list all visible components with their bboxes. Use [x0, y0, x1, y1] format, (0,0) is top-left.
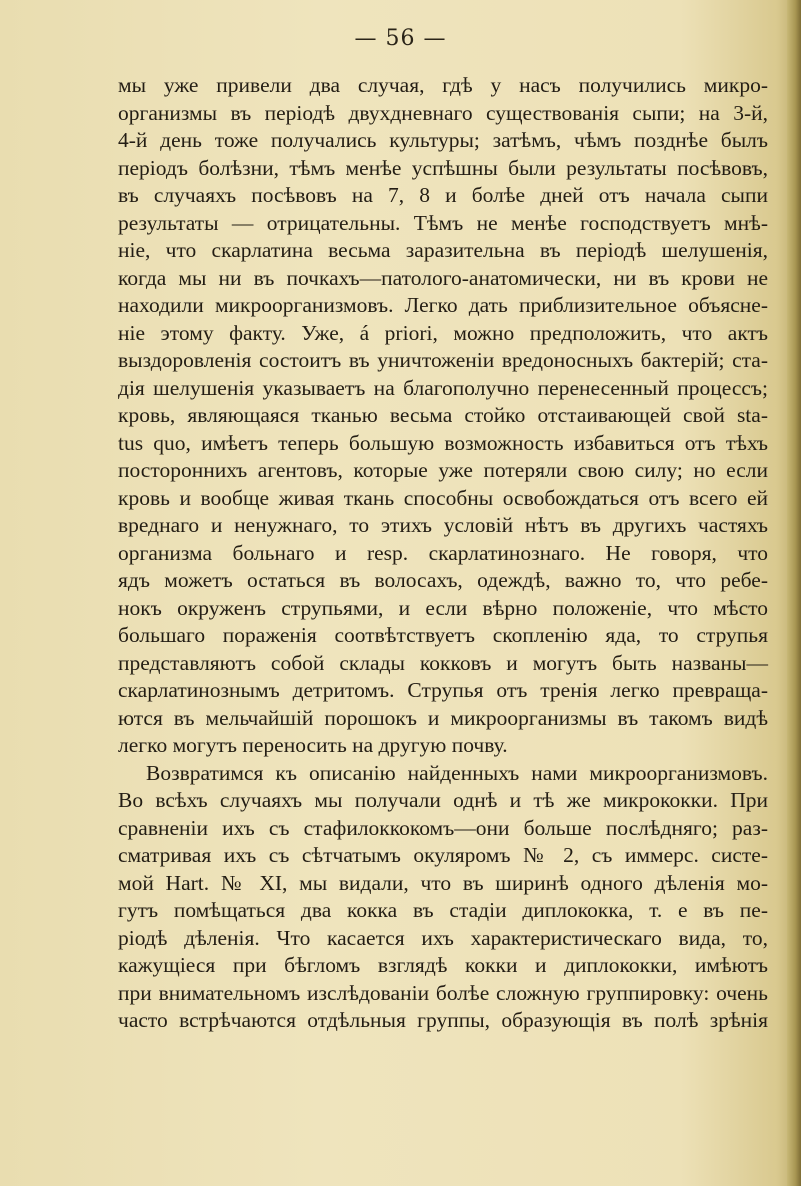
text-line: кровь и вообще живая ткань способны освобождаться отъ всего ей	[118, 485, 768, 510]
text-line: организма больнаго и resp. скарлатинознаго. Не говоря, что	[118, 540, 768, 565]
text-line: нокъ окруженъ струпьями, и если вѣрно положеніе, что мѣсто	[118, 595, 768, 620]
text-line: сравненіи ихъ съ стафилоккокомъ—они больше послѣдняго; раз-	[118, 815, 768, 840]
text-line: когда мы ни въ почкахъ—патолого-анатомически, ни въ крови не	[118, 265, 768, 290]
text-line: при внимательномъ изслѣдованіи болѣе сложную группировку: очень	[118, 980, 768, 1005]
text-line: результаты — отрицательны. Тѣмъ не менѣе господствуетъ мнѣ-	[118, 210, 768, 235]
page-edge	[787, 0, 801, 1186]
text-line: легко могутъ переносить на другую почву.	[118, 733, 508, 757]
text-line: періодъ болѣзни, тѣмъ менѣе успѣшны были результаты посѣвовъ,	[118, 155, 768, 180]
text-line: 4-й день тоже получались культуры; затѣмъ, чѣмъ позднѣе былъ	[118, 128, 768, 152]
text-line: часто встрѣчаются отдѣльныя группы, образующія въ полѣ зрѣнія	[118, 1008, 768, 1032]
text-line: представляютъ собой склады кокковъ и могутъ быть названы—	[118, 650, 768, 675]
text-line: ются въ мельчайшій порошокъ и микроорганизмы въ такомъ видѣ	[118, 705, 768, 730]
text-line: мы уже привели два случая, гдѣ у насъ получились микро-	[118, 73, 768, 97]
text-line: большаго пораженія соотвѣтствуетъ скопленію яда, то струпья	[118, 623, 768, 647]
text-line: ніе этому факту. Уже, á priori, можно предположить, что актъ	[118, 320, 768, 345]
text-line: Возвратимся къ описанію найденныхъ нами микроорганизмовъ.	[146, 760, 768, 785]
text-line: Во всѣхъ случаяхъ мы получали однѣ и тѣ же микрококки. При	[118, 788, 768, 812]
text-line: выздоровленія состоитъ въ уничтоженіи вредоносныхъ бактерій; ста-	[118, 348, 768, 372]
body-text	[118, 72, 768, 1035]
text-line: вреднаго и ненужнаго, то этихъ условій нѣтъ въ другихъ частяхъ	[118, 513, 768, 537]
text-line: tus quo, имѣетъ теперь большую возможность избавиться отъ тѣхъ	[118, 430, 768, 455]
page-number: — 56 —	[354, 26, 447, 51]
text-line: организмы въ періодѣ двухдневнаго существованія сыпи; на 3-й,	[118, 100, 768, 125]
text-line: постороннихъ агентовъ, которые уже потеряли свою силу; но если	[118, 458, 768, 482]
text-line: кровь, являющаяся тканью весьма стойко отстаивающей свой sta-	[118, 403, 768, 427]
text-line: гутъ помѣщаться два кокка въ стадіи диплококка, т. е въ пе-	[118, 898, 768, 922]
text-line: скарлатинознымъ детритомъ. Струпья отъ тренія легко превраща-	[118, 678, 768, 702]
text-line: ніе, что скарлатина весьма заразительна въ періодѣ шелушенія,	[118, 238, 768, 262]
text-line: ріодѣ дѣленія. Что касается ихъ характеристическаго вида, то,	[118, 925, 768, 950]
text-line: находили микроорганизмовъ. Легко дать приблизительное объясне-	[118, 293, 768, 317]
text-line: сматривая ихъ съ сѣтчатымъ окуляромъ № 2, съ иммерс. систе-	[118, 843, 768, 867]
text-line: кажущіеся при бѣгломъ взглядѣ кокки и диплококки, имѣютъ	[118, 953, 768, 977]
text-line: мой Hart. № XI, мы видали, что въ ширинѣ одного дѣленія мо-	[118, 870, 768, 895]
text-line: ядъ можетъ остаться въ волосахъ, одеждѣ, важно то, что ребе-	[118, 568, 768, 592]
text-line: въ случаяхъ посѣвовъ на 7, 8 и болѣе дней отъ начала сыпи	[118, 183, 768, 207]
text-line: дія шелушенія указываетъ на благополучно перенесенный процессъ;	[118, 375, 768, 400]
